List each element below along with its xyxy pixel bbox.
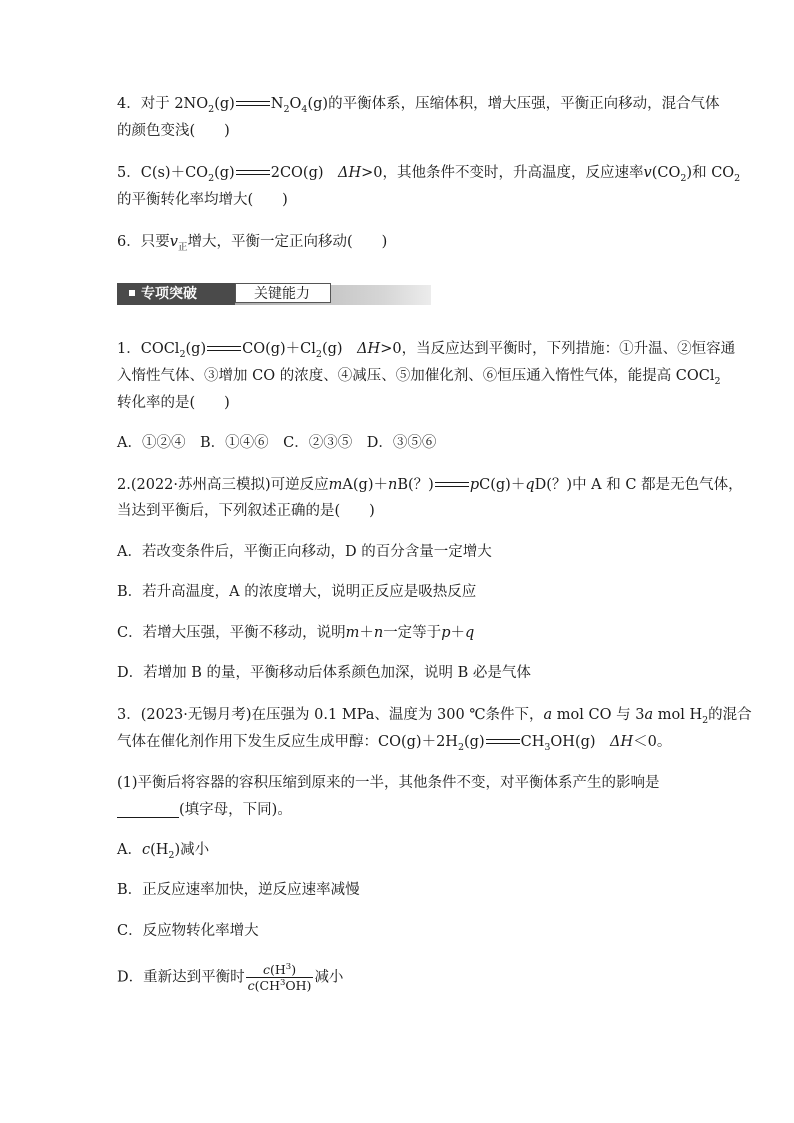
problem3-sub1-line2: (填字母，下同)。 bbox=[117, 800, 292, 820]
problem2-option-c: C．若增大压强，平衡不移动，说明m＋n一定等于p＋q bbox=[117, 625, 475, 641]
banner-title-box bbox=[117, 283, 235, 305]
problem3-option-b: B．正反应速率加快，逆反应速率减慢 bbox=[117, 882, 360, 898]
problem3-line1: 3．(2023·无锡月考)在压强为 0.1 MPa、温度为 300 ℃条件下，a mol CO 与 3a mol $H_2$的混合 bbox=[117, 707, 752, 726]
problem1-options: A．①②④ B．①④⑥ C．②③⑤ D．③⑤⑥ bbox=[117, 435, 437, 451]
section-banner bbox=[117, 283, 431, 305]
concentration-fraction bbox=[246, 962, 314, 993]
banner-subtitle: 关键能力 bbox=[235, 283, 331, 303]
equilibrium-sign bbox=[207, 344, 241, 354]
problem3-option-a: A．$c(H_2)$减小 bbox=[117, 842, 210, 861]
review-q4-line1: 4．对于 $2NO_2(g)$ $N_2O_4(g)$的平衡体系，压缩体积，增大压强，平衡正向移动，混合气体 bbox=[117, 96, 720, 115]
answer-blank[interactable] bbox=[117, 801, 179, 818]
problem1-line1: 1．COCl$_2$(g) $CO(g)+Cl_2(g)$ ΔH>0，当反应达到平衡时，下列措施：①升温、②恒容通 bbox=[117, 341, 736, 360]
fraction-numerator: $c(H^3)$ bbox=[246, 962, 314, 978]
problem2-option-d: D．若增加 B 的量，平衡移动后体系颜色加深，说明 B 必是气体 bbox=[117, 665, 531, 681]
equilibrium-sign bbox=[236, 99, 270, 109]
equilibrium-sign bbox=[236, 168, 270, 178]
problem1-line3: 转化率的是( ) bbox=[117, 395, 230, 411]
problem3-line2: 气体在催化剂作用下发生反应生成甲醇：$CO(g)+2H_2(g)$ $CH_3OH(g)$ ΔH＜0。 bbox=[117, 734, 672, 753]
equilibrium-sign bbox=[435, 480, 469, 490]
banner-title: 专项突破 bbox=[141, 286, 197, 302]
problem3-option-d: D．重新达到平衡时 $\frac{c(H^3)}{c(CH^3OH)}$ 减小 bbox=[117, 961, 344, 993]
review-q5-line2: 的平衡转化率均增大( ) bbox=[117, 192, 288, 208]
problem3-sub1-line1: (1)平衡后将容器的容积压缩到原来的一半，其他条件不变，对平衡体系产生的影响是 bbox=[117, 775, 660, 791]
problem1-line2: 入惰性气体、③增加 CO 的浓度、④减压、⑤加催化剂、⑥恒压通入惰性气体，能提高 COCl$_2$ bbox=[117, 368, 721, 387]
review-q4-line2: 的颜色变浅( ) bbox=[117, 123, 230, 139]
problem2-option-b: B．若升高温度，A 的浓度增大，说明正反应是吸热反应 bbox=[117, 584, 477, 600]
problem2-option-a: A．若改变条件后，平衡正向移动，D 的百分含量一定增大 bbox=[117, 544, 492, 560]
equilibrium-sign bbox=[486, 737, 520, 747]
problem2-line1: 2.(2022·苏州高三模拟)可逆反应mA(g)＋nB(？) pC(g)＋qD(？)中 A 和 C 都是无色气体， bbox=[117, 477, 743, 493]
review-q6-line: 6．只要$v_正$增大，平衡一定正向移动( ) bbox=[117, 234, 388, 253]
square-bullet-icon bbox=[129, 290, 135, 296]
review-q5-line1: 5．$C(s)+CO_2(g)$ 2CO(g) ΔH>0，其他条件不变时，升高温度，反应速率$v(CO_2)$和 $CO_2$ bbox=[117, 165, 741, 184]
fraction-denominator: $c(CH^3OH)$ bbox=[247, 977, 312, 993]
problem2-line2: 当达到平衡后，下列叙述正确的是( ) bbox=[117, 503, 375, 519]
problem3-option-c: C．反应物转化率增大 bbox=[117, 923, 259, 939]
